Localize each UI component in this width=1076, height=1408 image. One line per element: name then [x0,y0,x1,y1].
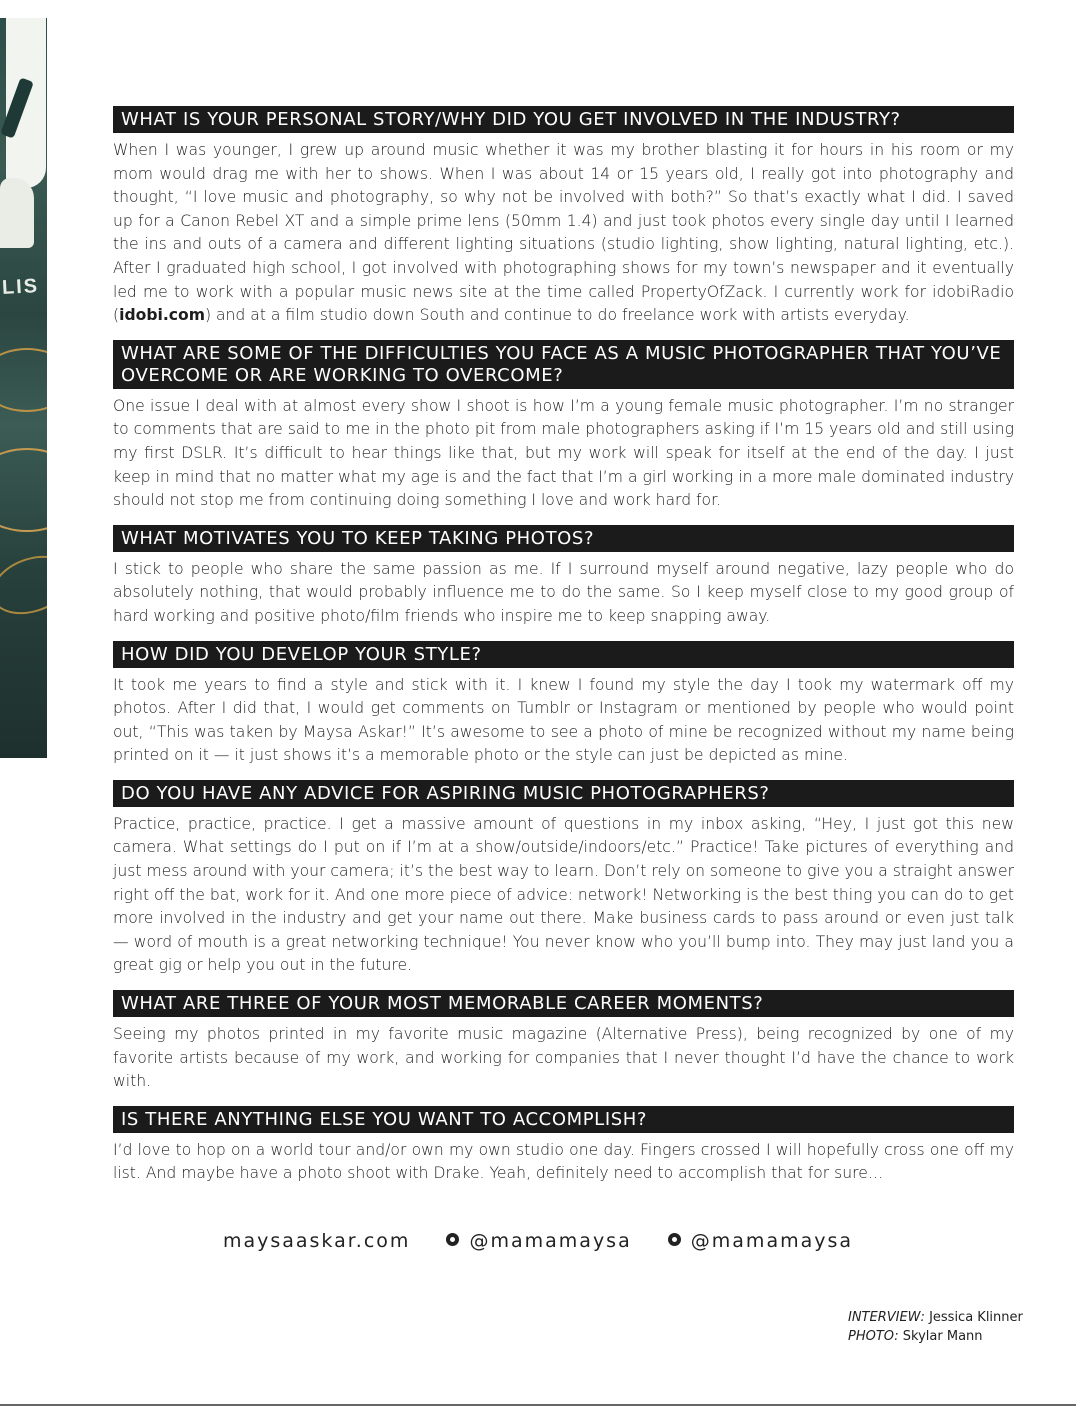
instagram-link[interactable]: @mamamaysa [668,1230,853,1252]
qa-section [113,525,1014,629]
photo-credit: PHOTO: Skylar Mann [848,1329,983,1344]
interview-body [113,106,1014,1198]
answer-text: Practice, practice, practice. I get a massive amount of questions in my inbox asking, “Hey, I just got this new camera. What settings do I put on if I’m at a show/outside/indoors/etc.” Practice! Take pictures of everything and just mess around with your camera; it’s the best way to learn. Don’t rely on someone to give you a straight answer right off the bat, work for it. And one more piece of advice: network! Networking is the best thing you can do to get more involved in the industry and get your name out there. Make business cards to pass around or even just talk — word of mouth is a great networking technique! You never know who you’ll bump into. They may just land you a great gig or help you out in the future. [113,814,1014,975]
credits [848,1308,1023,1346]
bottom-divider [0,1404,1076,1406]
qa-section [113,106,1014,328]
answer-text: When I was younger, I grew up around music whether it was my brother blasting it for hours in his room or my mom would drag me with her to shows. When I was about 14 or 15 years old, I really got into photography and thought, “I love music and photography, so why not be involved with both?” So that’s exactly what I did. I saved up for a Canon Rebel XT and a simple prime lens (50mm 1.4) and just took photos every single day until I learned the ins and outs of a camera and different lighting situations (studio lighting, show lighting, natural lighting, etc.). After I graduated high school, I got involved with photographing shows for my town’s newspaper and it eventually led me to work with a popular music news site at the time called PropertyOfZack. I currently work for idobiRadio (idobi.com) and at a film studio down South and continue to do freelance work with artists everyday. [113,141,1014,325]
answer-text: It took me years to find a style and stick with it. I knew I found my style the day I took my watermark off my photos. After I did that, I would get comments on Tumblr or Instagram or mentioned by people who would point out, “This was taken by Maysa Askar!” It’s awesome to see a photo of mine be recognized without my name being printed on it — it just shows it’s a memorable photo or the style can just be depicted as mine. [113,675,1014,765]
side-photo: LIS [0,18,47,758]
interview-credit: INTERVIEW: Jessica Klinner [848,1310,1023,1325]
qa-section [113,990,1014,1094]
answer-text: One issue I deal with at almost every show I shoot is how I’m a young female music photographer. I’m no stranger to comments that are said to me in the photo pit from male photographers asking if I’m 15 years old and still using my first DSLR. It’s difficult to hear things like that, but my work will speak for itself at the end of the day. I just keep in mind that no matter what my age is and the fact that I’m a girl working in a more male dominated industry should not stop me from continuing doing something I love and work hard for. [113,396,1014,510]
question-heading: DO YOU HAVE ANY ADVICE FOR ASPIRING MUSIC PHOTOGRAPHERS? [113,780,1014,807]
idobi-link[interactable]: idobi.com [119,306,205,325]
social-links [0,1230,1076,1252]
twitter-link[interactable]: @mamamaysa [446,1230,631,1252]
answer-text: I stick to people who share the same passion as me. If I surround myself around negative, lazy people who do absolutely nothing, that would probably influence me to do the same. So I keep myself close to my good group of hard working and positive photo/film friends who inspire me to keep snapping away. [113,559,1014,625]
question-heading: WHAT ARE SOME OF THE DIFFICULTIES YOU FACE AS A MUSIC PHOTOGRAPHER THAT YOU’VE OVERCOME OR ARE WORKING TO OVERCOME? [113,340,1014,389]
answer-text: Seeing my photos printed in my favorite music magazine (Alternative Press), being recognized by one of my favorite artists because of my work, and working for companies that I never thought I’d have the chance to work with. [113,1025,1014,1091]
answer-text: I’d love to hop on a world tour and/or own my own studio one day. Fingers crossed I will hopefully cross one off my list. And maybe have a photo shoot with Drake. Yeah, definitely need to accomplish that for sure… [113,1140,1014,1183]
qa-section [113,1106,1014,1186]
twitter-icon [446,1233,459,1246]
qa-section [113,641,1014,768]
qa-section [113,780,1014,978]
question-heading: WHAT MOTIVATES YOU TO KEEP TAKING PHOTOS? [113,525,1014,552]
question-heading: WHAT ARE THREE OF YOUR MOST MEMORABLE CAREER MOMENTS? [113,990,1014,1017]
question-heading: WHAT IS YOUR PERSONAL STORY/WHY DID YOU GET INVOLVED IN THE INDUSTRY? [113,106,1014,133]
question-heading: HOW DID YOU DEVELOP YOUR STYLE? [113,641,1014,668]
instagram-icon [668,1233,681,1246]
question-heading: IS THERE ANYTHING ELSE YOU WANT TO ACCOMPLISH? [113,1106,1014,1133]
website-link[interactable]: maysaaskar.com [222,1230,411,1252]
qa-section [113,340,1014,513]
